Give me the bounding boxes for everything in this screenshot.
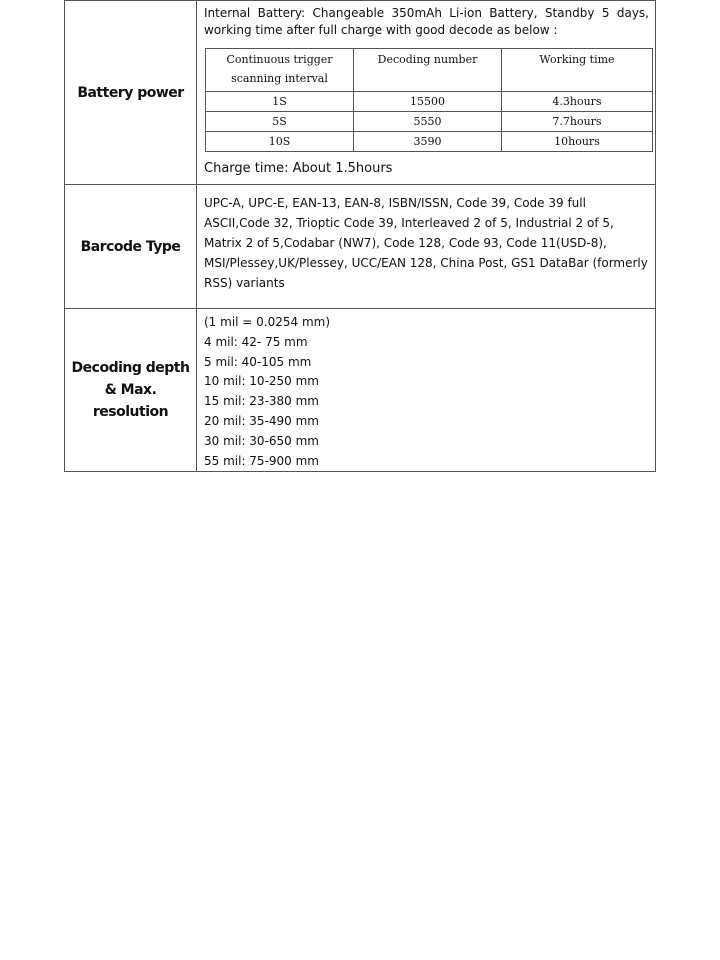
battery-table — [205, 48, 653, 152]
battery-content — [197, 1, 656, 185]
cell-interval: 5S — [206, 112, 354, 132]
decoding-list — [204, 311, 649, 471]
header-working-time: Working time — [502, 49, 653, 92]
cell-working-time: 4.3hours — [502, 92, 653, 112]
list-item: 20 mil: 35-490 mm — [204, 413, 319, 428]
cell-working-time: 10hours — [502, 132, 653, 152]
list-item: 15 mil: 23-380 mm — [204, 394, 319, 409]
list-item: 55 mil: 75-900 mm — [204, 453, 319, 468]
cell-decoding-number: 5550 — [354, 112, 502, 132]
table-row — [206, 92, 653, 112]
battery-label: Battery power — [65, 1, 197, 185]
barcode-types-text: UPC-A, UPC-E, EAN-13, EAN-8, ISBN/ISSN, Code 39, Code 39 full ASCII,Code 32, Trioptic Code 39, Interleaved 2 of 5, Industrial 2 of 5, Matrix 2 of 5,Codabar (NW7), Code 128, Code 93, Code 11(USD-8), MSI/Plessey,UK/Plessey, UCC/EAN 128, China Post, GS1 DataBar (formerly RSS) variants — [204, 196, 648, 290]
list-item: 5 mil: 40-105 mm — [204, 354, 312, 369]
cell-decoding-number: 15500 — [354, 92, 502, 112]
battery-row — [65, 1, 656, 185]
header-interval: Continuous trigger scanning interval — [206, 49, 354, 92]
header-decoding-number: Decoding number — [354, 49, 502, 92]
cell-decoding-number: 3590 — [354, 132, 502, 152]
cell-interval: 10S — [206, 132, 354, 152]
cell-interval: 1S — [206, 92, 354, 112]
cell-working-time: 7.7hours — [502, 112, 653, 132]
decoding-label: Decoding depth & Max. resolution — [65, 309, 197, 472]
decoding-row — [65, 309, 656, 472]
list-item: 30 mil: 30-650 mm — [204, 433, 319, 448]
barcode-row — [65, 185, 656, 309]
barcode-content — [197, 185, 656, 309]
battery-intro: Internal Battery: Changeable 350mAh Li-ion Battery, Standby 5 days, working time after full charge with good decode as below : — [204, 6, 649, 37]
list-item: 4 mil: 42- 75 mm — [204, 334, 308, 349]
charge-time: Charge time: About 1.5hours — [204, 161, 393, 176]
list-item: 10 mil: 10-250 mm — [204, 374, 319, 389]
battery-table-header — [206, 49, 653, 92]
list-item: (1 mil = 0.0254 mm) — [204, 315, 331, 329]
table-row — [206, 132, 653, 152]
table-row — [206, 112, 653, 132]
barcode-label: Barcode Type — [65, 185, 197, 309]
decoding-content — [197, 309, 656, 472]
spec-table — [64, 0, 656, 472]
